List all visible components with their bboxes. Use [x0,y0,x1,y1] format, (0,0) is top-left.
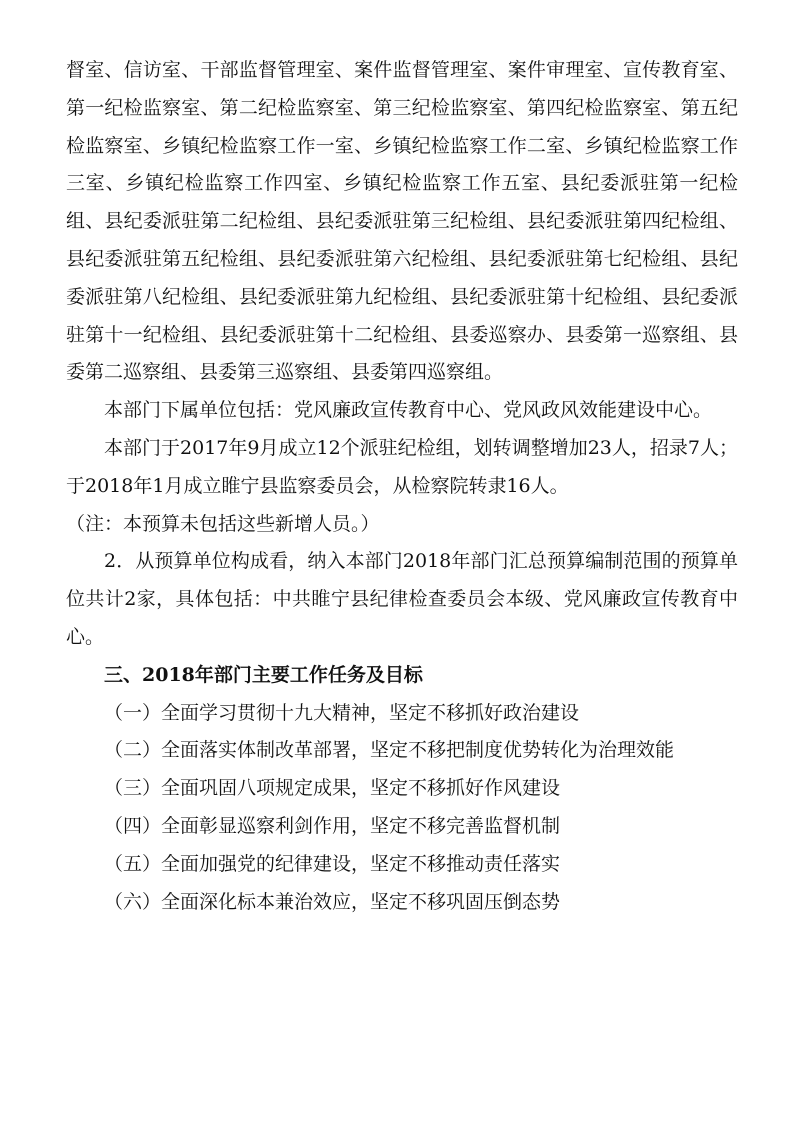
paragraph-staffing-note: （注：本预算未包括这些新增人员。） [66,512,380,535]
section-heading-main-tasks: 三、2018年部门主要工作任务及目标 [104,663,423,686]
task-item-2: （二）全面落实体制改革部署，坚定不移把制度优势转化为治理效能 [104,739,675,762]
task-item-4: （四）全面彰显巡察利剑作用，坚定不移完善监督机制 [104,814,561,837]
paragraph-staffing-changes [66,430,738,506]
task-item-5: （五）全面加强党的纪律建设，坚定不移推动责任落实 [104,852,561,875]
task-item-1: （一）全面学习贯彻十九大精神，坚定不移抓好政治建设 [104,701,580,724]
paragraph-internal-departments: 督室、信访室、干部监督管理室、案件监督管理室、案件审理室、宣传教育室、第一纪检监察室、第二纪检监察室、第三纪检监察室、第四纪检监察室、第五纪检监察室、乡镇纪检监察工作一室、乡镇纪检监察工作二室、乡镇纪检监察工作三室、乡镇纪检监察工作四室、乡镇纪检监察工作五室、县纪委派驻第一纪检组、县纪委派驻第二纪检组、县纪委派驻第三纪检组、县纪委派驻第四纪检组、县纪委派驻第五纪检组、县纪委派驻第六纪检组、县纪委派驻第七纪检组、县纪委派驻第八纪检组、县纪委派驻第九纪检组、县纪委派驻第十纪检组、县纪委派驻第十一纪检组、县纪委派驻第十二纪检组、县委巡察办、县委第一巡察组、县委第二巡察组、县委第三巡察组、县委第四巡察组。 [66,59,738,384]
paragraph-subordinate-units: 本部门下属单位包括：党风廉政宣传教育中心、党风政风效能建设中心。 [104,399,713,422]
task-item-6: （六）全面深化标本兼治效应，坚定不移巩固压倒态势 [104,890,561,913]
staffing-changes-text: 本部门于2017年9月成立12个派驻纪检组，划转调整增加23人，招录7人；于2018年1月成立睢宁县监察委员会，从检察院转隶16人。 [66,436,738,497]
task-item-3: （三）全面巩固八项规定成果，坚定不移抓好作风建设 [104,777,561,800]
paragraph-budget-units: 2．从预算单位构成看，纳入本部门2018年部门汇总预算编制范围的预算单位共计2家，具体包括：中共睢宁县纪律检查委员会本级、党风廉政宣传教育中心。 [66,550,738,648]
